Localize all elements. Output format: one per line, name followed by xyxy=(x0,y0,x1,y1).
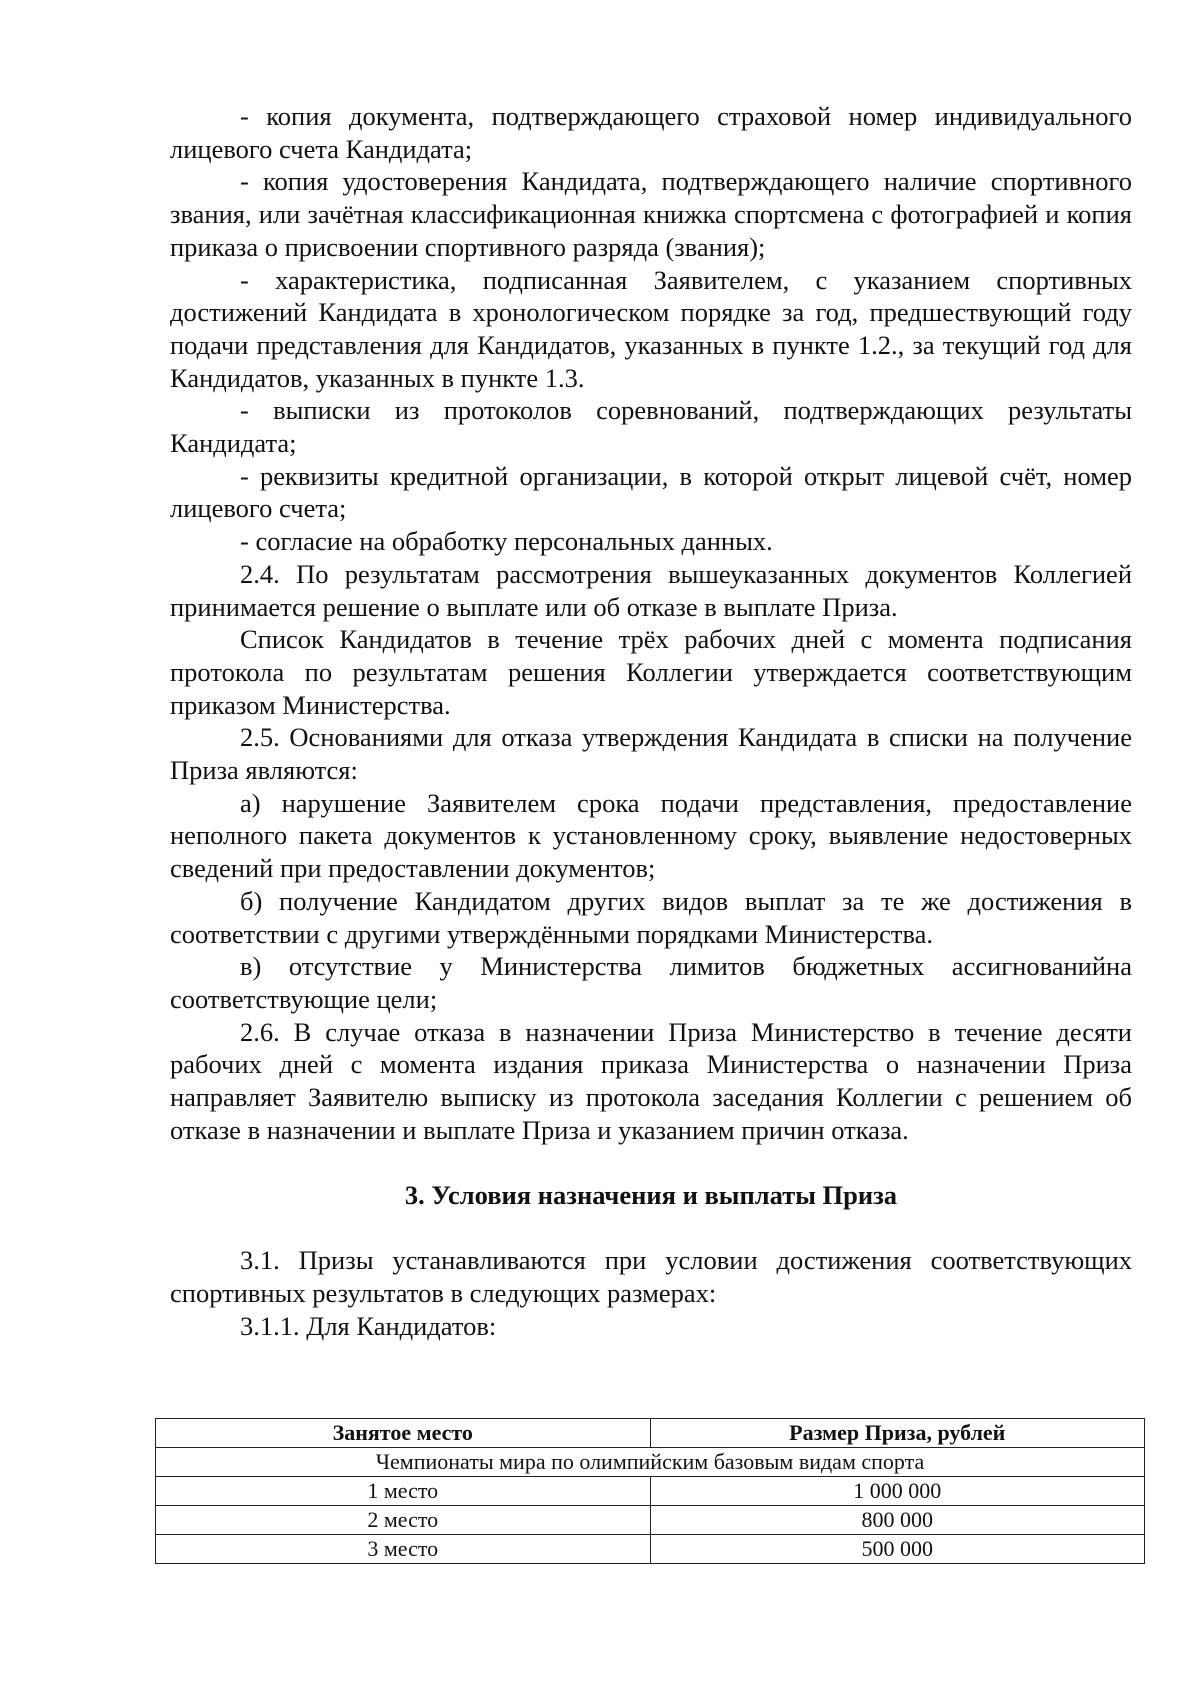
table-cell-amount: 500 000 xyxy=(650,1535,1145,1564)
paragraph-characteristic: - характеристика, подписанная Заявителем, с указанием спортивных достижений Кандидата в хронологическом порядке за год, предшествующий году подачи представления для Кандидатов, указанных в пункте 1.2., за текущий год для Кандидатов, указанных в пункте 1.3. xyxy=(170,264,1132,393)
paragraph-protocol-extracts: - выписки из протоколов соревнований, подтверждающих результаты Кандидата; xyxy=(170,395,1132,459)
table-cell-amount: 1 000 000 xyxy=(650,1477,1145,1506)
paragraph-2-5-b: б) получение Кандидатом других видов выплат за те же достижения в соответствии с другими утверждёнными порядками Министерства. xyxy=(170,885,1132,949)
paragraph-2-5-c: в) отсутствие у Министерства лимитов бюджетных ассигнованийна соответствующие цели; xyxy=(170,951,1132,1014)
paragraph-snils-copy: - копия документа, подтверждающего страховой номер индивидуального лицевого счета Кандидата; xyxy=(170,101,1132,164)
table-cell-amount: 800 000 xyxy=(650,1506,1145,1535)
paragraph-2-6: 2.6. В случае отказа в назначении Приза Министерство в течение десяти рабочих дней с момента издания приказа Министерства о назначении Приза направляет Заявителю выписку из протокола заседания Коллегии с решением об отказе в назначении и выплате Приза и указанием причин отказа. xyxy=(170,1016,1132,1145)
table-group-row xyxy=(156,1448,1145,1477)
section-heading: 3. Условия назначения и выплаты Приза xyxy=(404,1179,898,1210)
paragraph-consent: - согласие на обработку персональных данных. xyxy=(240,526,773,557)
paragraph-3-1-1: 3.1.1. Для Кандидатов: xyxy=(240,1310,497,1341)
table-cell-place: 1 место xyxy=(156,1477,651,1506)
table-row xyxy=(156,1477,1145,1506)
paragraph-3-1: 3.1. Призы устанавливаются при условии достижения соответствующих спортивных результатов в следующих размерах: xyxy=(170,1245,1132,1308)
paragraph-bank-details: - реквизиты кредитной организации, в которой открыт лицевой счёт, номер лицевого счета; xyxy=(170,460,1132,524)
prize-table xyxy=(155,1418,1145,1564)
paragraph-certificate-copy: - копия удостоверения Кандидата, подтверждающего наличие спортивного звания, или зачётная классификационная книжка спортсмена с фотографией и копия приказа о присвоении спортивного разряда (звания); xyxy=(170,166,1132,262)
paragraph-candidate-list: Список Кандидатов в течение трёх рабочих дней с момента подписания протокола по результатам решения Коллегии утверждается соответствующим приказом Министерства. xyxy=(170,624,1132,720)
table-cell-place: 3 место xyxy=(156,1535,651,1564)
column-header-place: Занятое место xyxy=(156,1419,651,1448)
document-body xyxy=(170,100,1132,1342)
column-header-prize-amount: Размер Приза, рублей xyxy=(650,1419,1145,1448)
table-header-row xyxy=(156,1419,1145,1448)
paragraph-2-5-a: а) нарушение Заявителем срока подачи представления, предоставление неполного пакета документов к установленному сроку, выявление недостоверных сведений при предоставлении документов; xyxy=(170,787,1132,884)
table-cell-place: 2 место xyxy=(156,1506,651,1535)
table-group-title: Чемпионаты мира по олимпийским базовым видам спорта xyxy=(156,1448,1145,1477)
table-row xyxy=(156,1535,1145,1564)
table-row xyxy=(156,1506,1145,1535)
paragraph-2-5: 2.5. Основаниями для отказа утверждения Кандидата в списки на получение Приза являются: xyxy=(170,722,1132,786)
paragraph-2-4: 2.4. По результатам рассмотрения вышеуказанных документов Коллегией принимается решение о выплате или об отказе в выплате Приза. xyxy=(170,558,1132,622)
